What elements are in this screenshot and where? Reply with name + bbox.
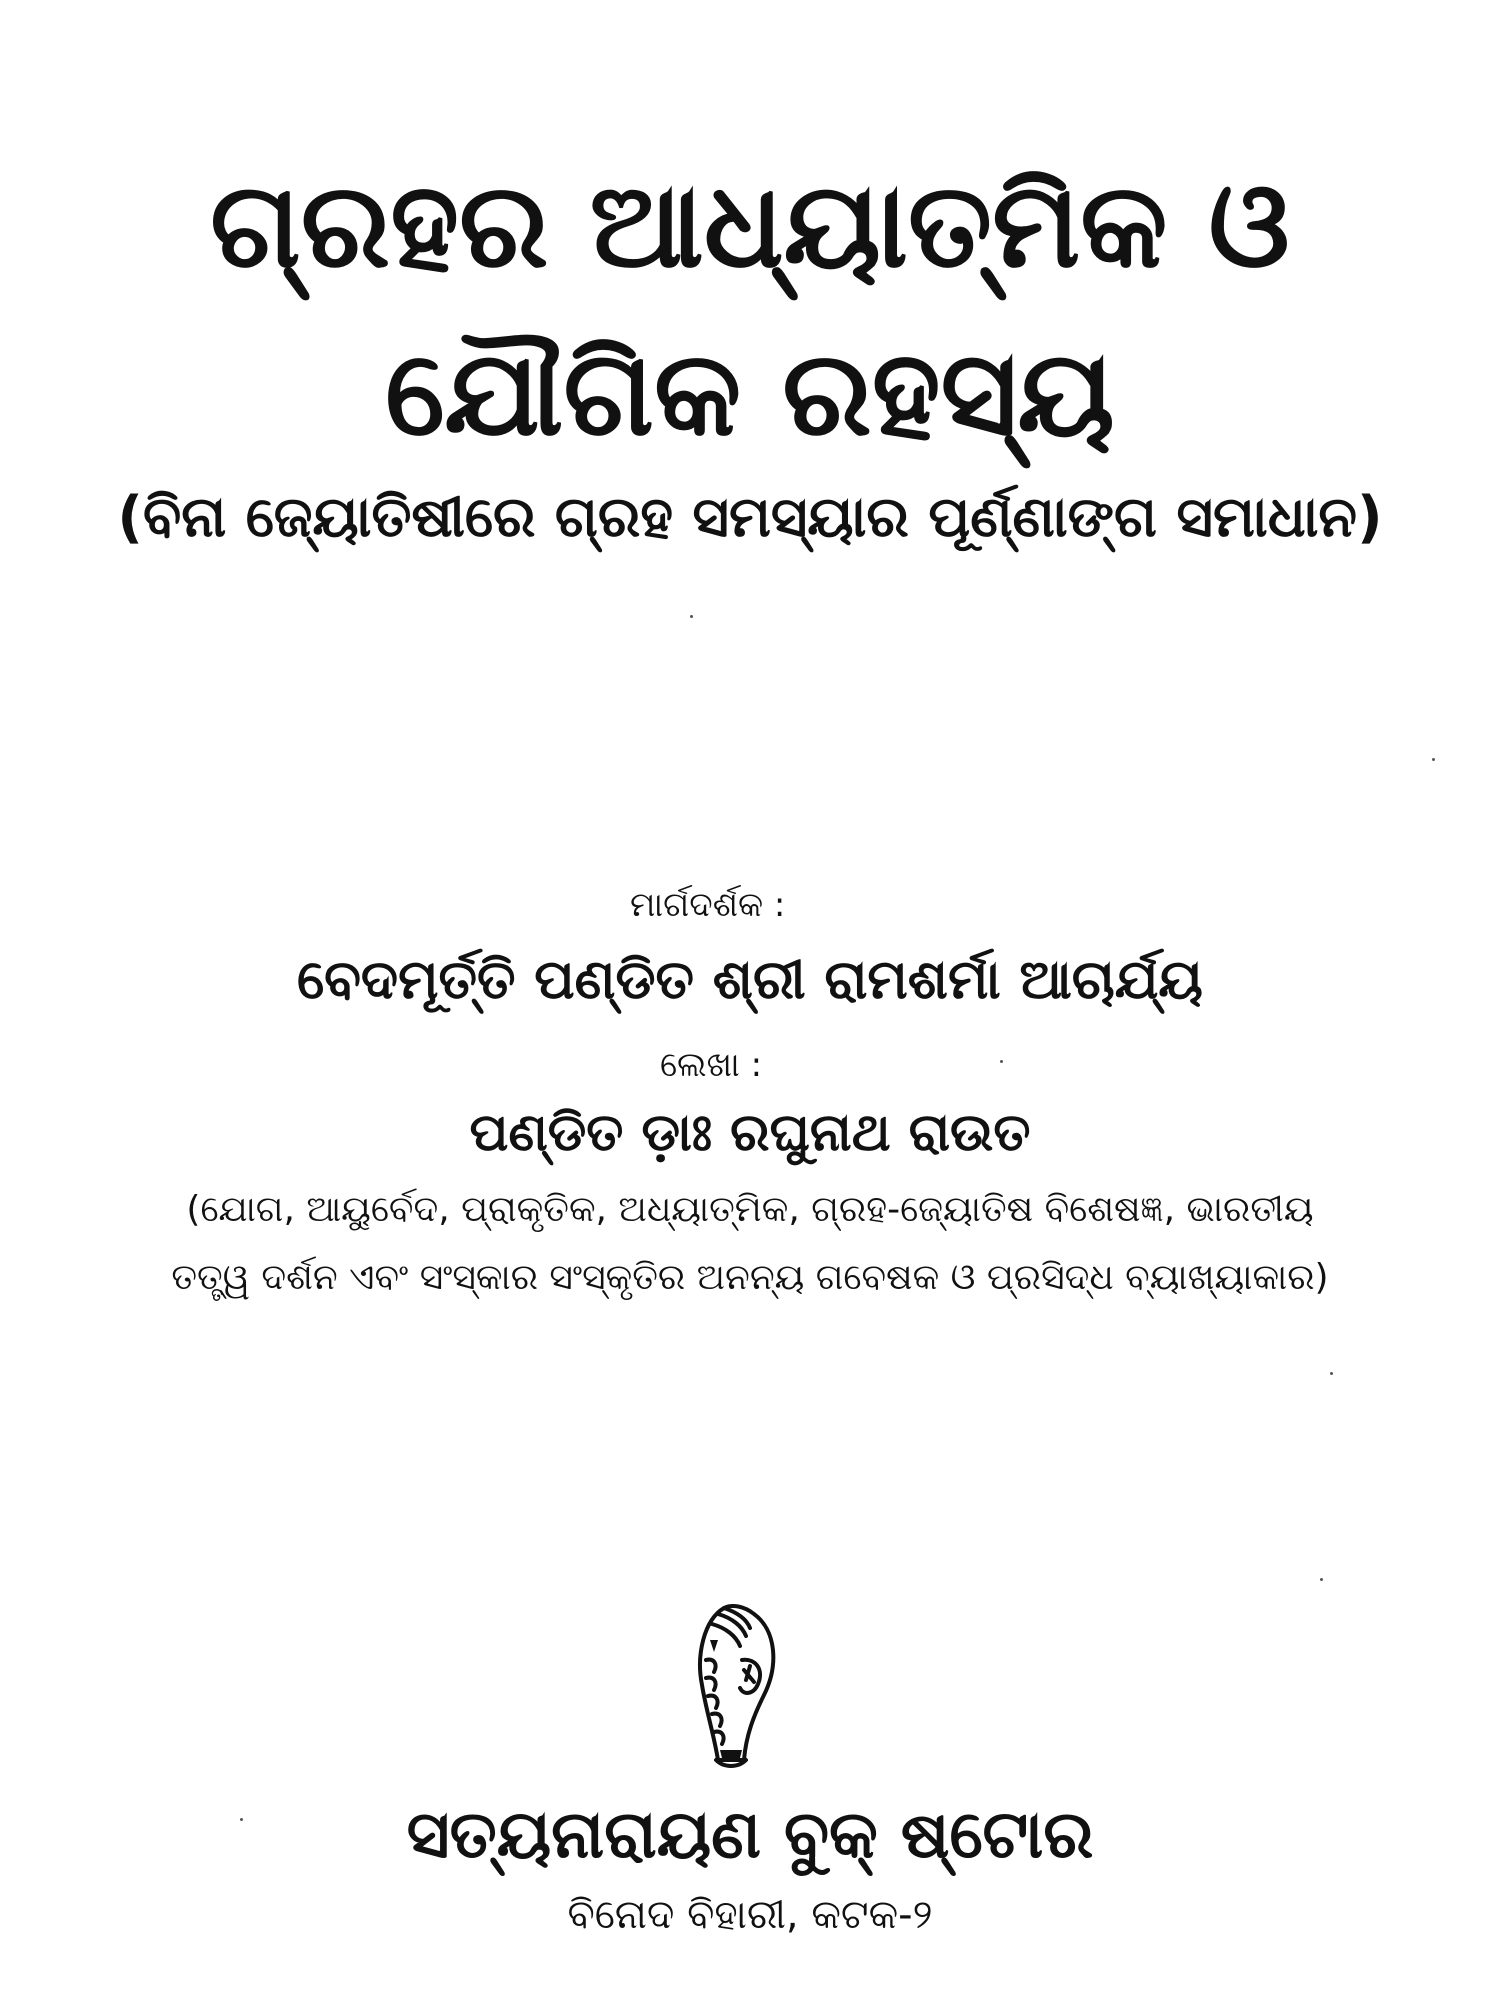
author-description-line-1: (ଯୋଗ, ଆୟୁର୍ବେଦ, ପ୍ରାକୃତିକ, ଅଧ୍ୟାତ୍ମିକ, ଗ୍ରହ-ଜ୍ୟୋତିଷ ବିଶେଷଜ୍ଞ, ଭାରତୀୟ xyxy=(186,1189,1314,1230)
publisher-address: ବିନୋଦ ବିହାରୀ, କଟକ-୨ xyxy=(567,1892,933,1938)
scan-speck xyxy=(690,615,693,618)
conch-shell-icon xyxy=(684,1600,794,1775)
book-title-line-1: ଗ୍ରହର ଆଧ୍ୟାତ୍ମିକ ଓ xyxy=(210,156,1290,294)
guide-label: ମାର୍ଗଦର୍ଶକ : xyxy=(630,885,786,925)
scan-speck xyxy=(1000,1060,1003,1063)
scan-speck xyxy=(240,1818,243,1821)
guide-name: ବେଦମୂର୍ତ୍ତି ପଣ୍ଡିତ ଶ୍ରୀ ରାମଶର୍ମା ଆଚାର୍ଯ୍ୟ xyxy=(297,948,1203,1011)
publisher-name: ସତ୍ୟନାରାୟଣ ବୁକ୍ ଷ୍ଟୋର xyxy=(406,1796,1094,1873)
book-subtitle: (ବିନା ଜ୍ୟୋତିଷୀରେ ଗ୍ରହ ସମସ୍ୟାର ପୂର୍ଣ୍ଣାଙ୍ଗ ସମାଧାନ) xyxy=(117,485,1383,550)
scan-speck xyxy=(1330,1372,1333,1375)
author-label: ଲେଖା : xyxy=(660,1045,763,1085)
scan-speck xyxy=(1432,758,1435,761)
book-title-line-2: ଯୌଗିକ ରହସ୍ୟ xyxy=(385,324,1115,462)
author-name: ପଣ୍ଡିତ ଡା଼ଃ ରଘୁନାଥ ରାଉତ xyxy=(469,1103,1031,1163)
author-description-line-2: ତତ୍ତ୍ୱ ଦର୍ଶନ ଏବଂ ସଂସ୍କାର ସଂସ୍କୃତିର ଅନନ୍ୟ ଗବେଷକ ଓ ପ୍ରସିଦ୍ଧ ବ୍ୟାଖ୍ୟାକାର) xyxy=(171,1257,1329,1298)
scan-speck xyxy=(1320,1578,1323,1581)
